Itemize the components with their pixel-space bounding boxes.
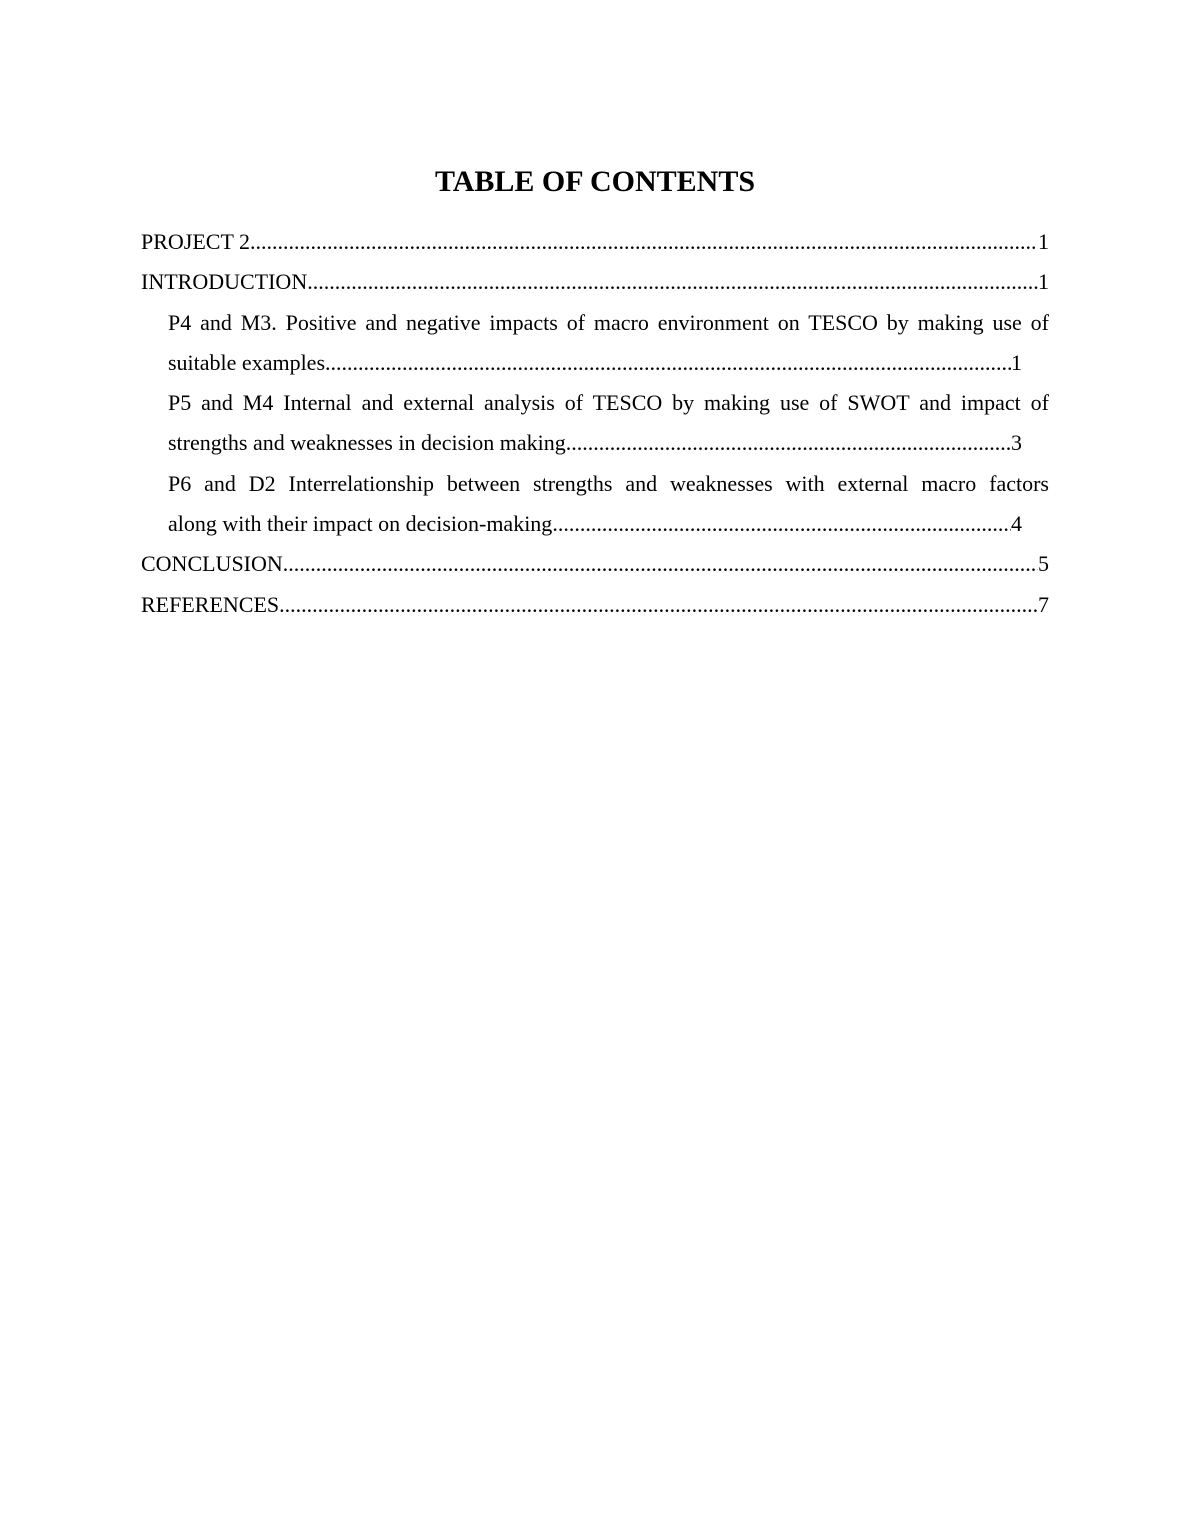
- toc-entry-text: along with their impact on decision-making: [168, 511, 553, 537]
- dot-leader: [283, 544, 1038, 584]
- toc-entry-line: [168, 504, 1022, 544]
- toc-entry-text: REFERENCES: [141, 591, 280, 617]
- toc-entry-first-line: P6 and D2 Interrelationship between strengths and weaknesses with external macro factors: [168, 470, 1049, 496]
- toc-entry-project-2[interactable]: [141, 222, 1049, 262]
- toc-entry-page-number: 3: [1011, 430, 1022, 456]
- toc-entry-text: suitable examples: [168, 349, 326, 375]
- toc-entry-conclusion[interactable]: [141, 544, 1049, 584]
- toc-entry-line: [141, 544, 1049, 584]
- toc-entry-page-number: 1: [1038, 229, 1049, 254]
- toc-entry-introduction[interactable]: [141, 262, 1049, 302]
- dot-leader: [307, 262, 1038, 302]
- dot-leader: [250, 222, 1038, 262]
- toc-entry-p4-m3[interactable]: [141, 303, 1049, 384]
- toc-entry-text: PROJECT 2: [141, 229, 251, 254]
- toc-entry-p5-m4[interactable]: [141, 383, 1049, 464]
- toc-entry-first-line: P4 and M3. Positive and negative impacts of macro environment on TESCO by making use of: [168, 309, 1049, 335]
- toc-title: TABLE OF CONTENTS: [434, 165, 756, 198]
- toc-entry-first-line: P5 and M4 Internal and external analysis of TESCO by making use of SWOT and impact of: [168, 390, 1049, 416]
- toc-entry-page-number: 1: [1011, 349, 1022, 375]
- dot-leader: [566, 423, 1011, 463]
- toc-entry-line: [141, 222, 1049, 262]
- toc-entry-text: strengths and weaknesses in decision making: [168, 430, 566, 456]
- dot-leader: [325, 343, 1011, 383]
- toc-entry-line: [141, 585, 1049, 625]
- toc-entry-page-number: 7: [1038, 591, 1049, 617]
- toc-entry-line: [168, 423, 1022, 463]
- dot-leader: [279, 585, 1038, 625]
- toc-list: [141, 222, 1049, 625]
- toc-entry-page-number: 4: [1011, 511, 1022, 537]
- toc-entry-text: INTRODUCTION: [141, 269, 308, 295]
- toc-entry-line: [141, 262, 1049, 302]
- toc-entry-line: [168, 343, 1022, 383]
- toc-entry-page-number: 5: [1038, 551, 1049, 577]
- toc-entry-text: CONCLUSION: [141, 551, 283, 577]
- toc-entry-p6-d2[interactable]: [141, 464, 1049, 545]
- toc-entry-references[interactable]: [141, 585, 1049, 625]
- dot-leader: [552, 504, 1011, 544]
- toc-entry-page-number: 1: [1038, 269, 1049, 295]
